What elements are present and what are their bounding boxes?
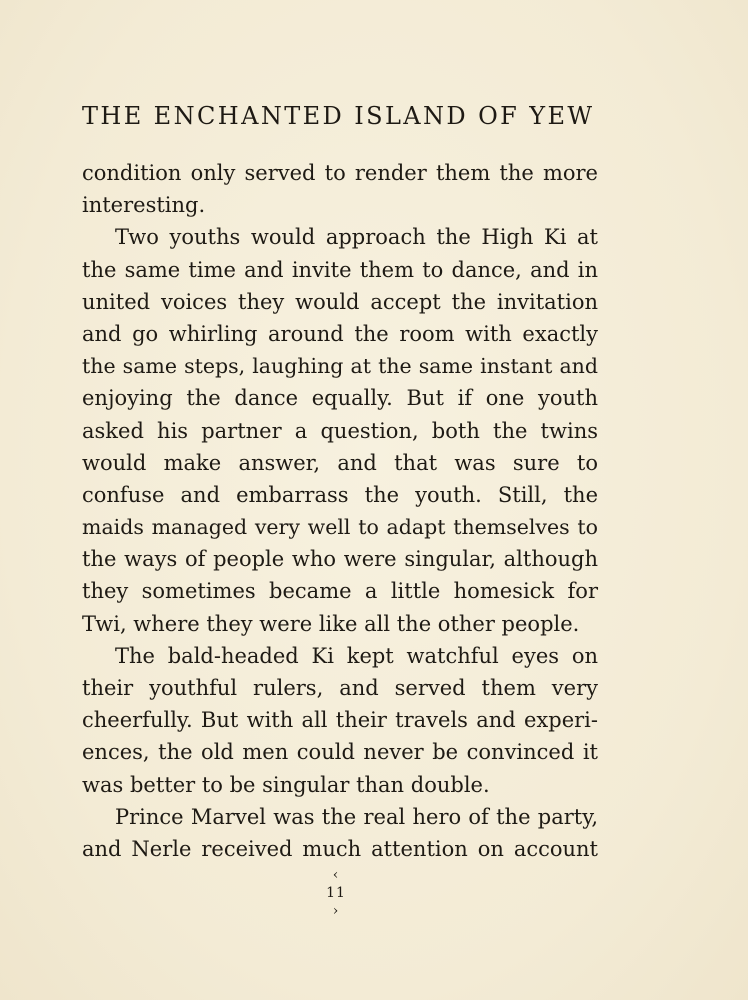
text-line: Twi, where they were like all the other people. [82,611,580,636]
text-line: interesting. [82,193,206,218]
text-line: cheerfully. But with all their travels and experi- [82,708,598,733]
text-line: they sometimes became a little homesick for [82,579,598,604]
text-line: and go whirling around the room with exactly [82,321,598,346]
text-line: the ways of people who were singular, although [82,547,598,572]
text-line: and Nerle received much attention on account [82,836,598,861]
page-number: ‹ 11 › [326,867,346,919]
text-line: ences, the old men could never be convinced it [82,740,598,765]
text-line: condition only served to render them the more [82,161,598,185]
text-line: enjoying the dance equally. But if one youth [82,386,598,411]
text-line: united voices they would accept the invitation [82,289,598,314]
text-line: asked his partner a question, both the twins [82,418,598,443]
text-line: confuse and embarrass the youth. Still, the [82,482,598,507]
text-line: The bald-headed Ki kept watchful eyes on [115,643,598,668]
text-line: the same steps, laughing at the same instant and [82,354,598,379]
text-line: Prince Marvel was the real hero of the party, [115,804,598,829]
running-head: THE ENCHANTED ISLAND OF YEW [82,102,595,130]
text-line: would make answer, and that was sure to [82,450,598,475]
text-line: their youthful rulers, and served them very [82,676,598,700]
text-line: was better to be singular than double. [82,772,490,797]
body-text [82,157,598,865]
text-line: the same time and invite them to dance, and in [82,257,598,282]
text-line: Two youths would approach the High Ki at [115,225,598,250]
text-line: maids managed very well to adapt themselves to [82,515,598,540]
